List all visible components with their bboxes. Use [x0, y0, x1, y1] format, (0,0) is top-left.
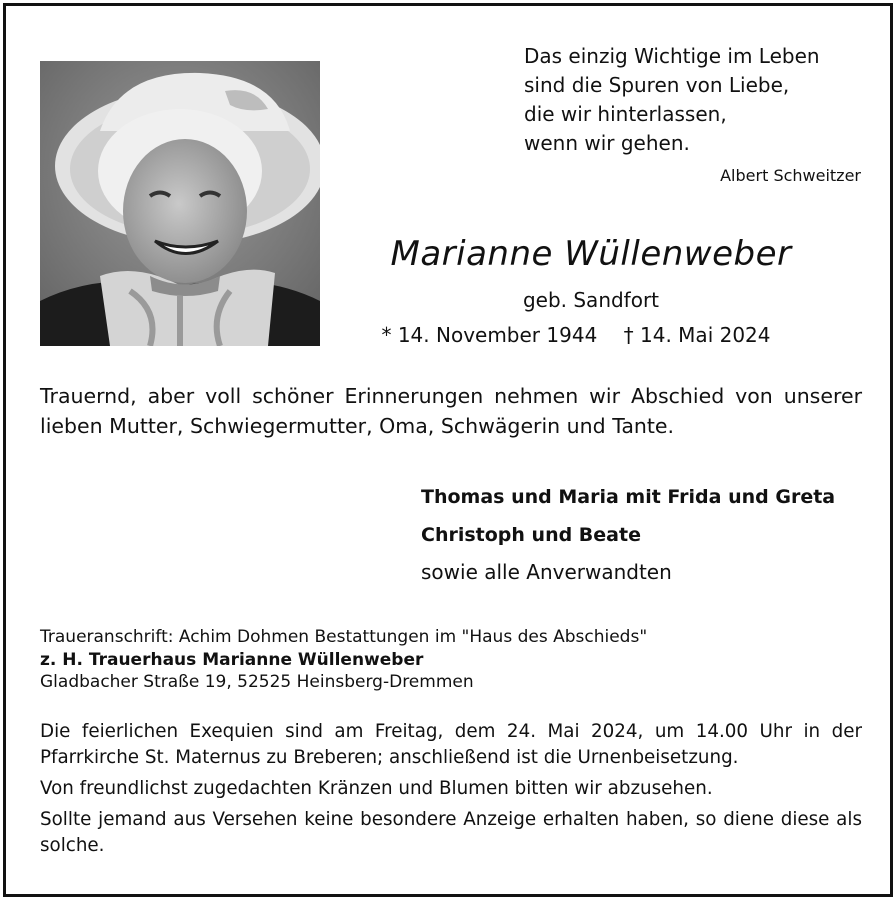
mourning-address — [40, 626, 862, 694]
mourner-family: Thomas und Maria mit Frida und Greta — [421, 486, 836, 508]
deceased-name: Marianne Wüllenweber — [390, 234, 792, 274]
quote-line: die wir hinterlassen, — [524, 102, 727, 126]
portrait-image — [40, 61, 320, 346]
mourner-others: sowie alle Anverwandten — [421, 560, 672, 584]
birth-date: * 14. November 1944 — [381, 323, 598, 347]
quote-author: Albert Schweitzer — [720, 166, 861, 185]
quote-line: Das einzig Wichtige im Leben — [524, 44, 820, 68]
intro-text: Trauernd, aber voll schöner Erinnerungen nehmen wir Abschied von unserer lieben Mutter, Schwiegermutter, Oma, Schwägerin und Tante. — [40, 384, 862, 438]
info-paragraph: Die feierlichen Exequien sind am Freitag, dem 24. Mai 2024, um 14.00 Uhr in der Pfarrkirche St. Maternus zu Breberen; anschließend ist die Urnenbeisetzung. — [40, 721, 862, 768]
quote — [524, 42, 864, 158]
mourner-family: Christoph und Beate — [421, 524, 641, 546]
quote-line: wenn wir gehen. — [524, 131, 690, 155]
birth-name: geb. Sandfort — [522, 288, 660, 312]
death-date: † 14. Mai 2024 — [623, 323, 771, 347]
info-paragraph: Von freundlichst zugedachten Kränzen und Blumen bitten wir abzusehen. — [40, 778, 713, 799]
portrait-photo — [40, 61, 320, 346]
mourners-list — [421, 478, 866, 590]
obituary-notice — [3, 3, 893, 897]
funeral-info — [40, 719, 862, 864]
quote-line: sind die Spuren von Liebe, — [524, 73, 790, 97]
address-street: Gladbacher Straße 19, 52525 Heinsberg-Dremmen — [40, 672, 474, 692]
life-dates — [336, 322, 816, 348]
address-recipient: z. H. Trauerhaus Marianne Wüllenweber — [40, 649, 424, 670]
info-paragraph: Sollte jemand aus Versehen keine besondere Anzeige erhalten haben, so diene diese als solche. — [40, 809, 862, 856]
address-line: Traueranschrift: Achim Dohmen Bestattungen im "Haus des Abschieds" — [40, 627, 648, 647]
